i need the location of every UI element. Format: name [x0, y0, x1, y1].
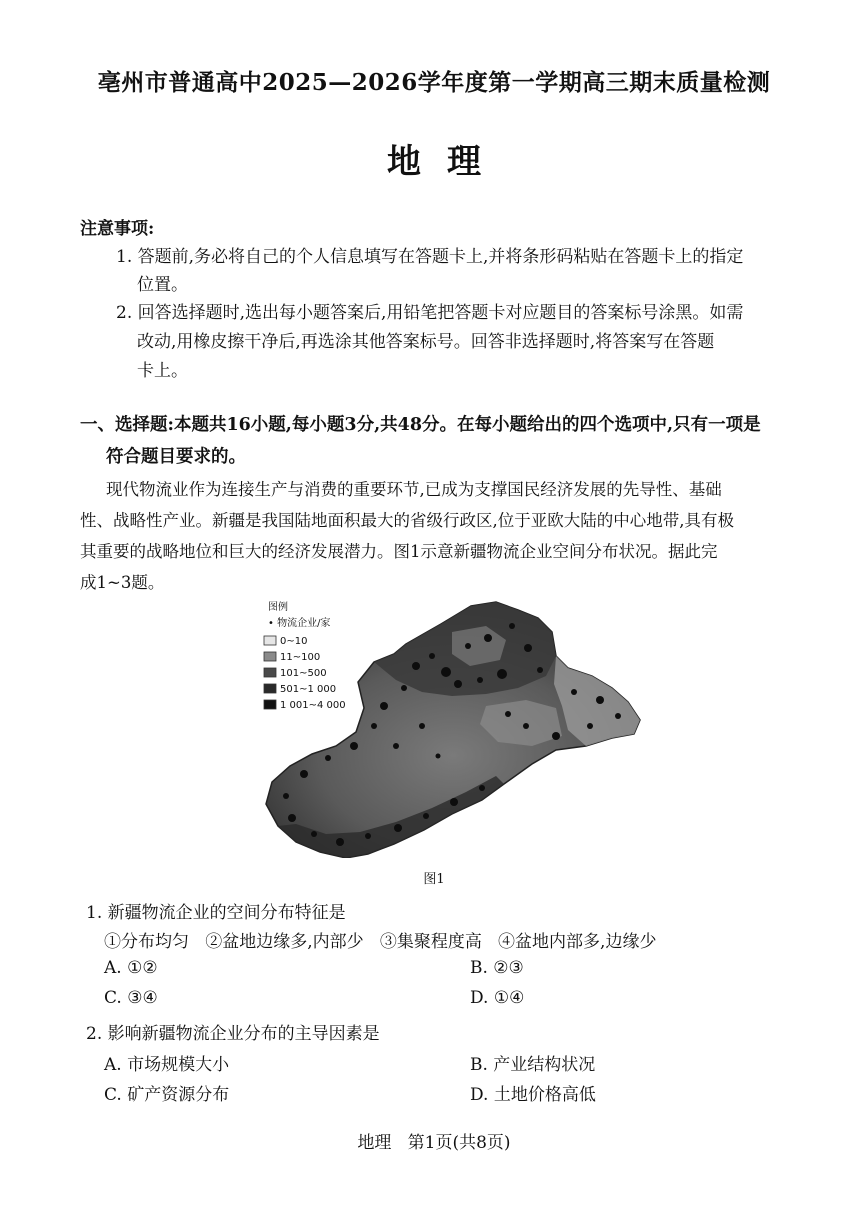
question-2-option-c: C. 矿产资源分布: [104, 1085, 230, 1105]
notice-title: 注意事项:: [80, 219, 155, 239]
legend-item-4: 501~1 000: [280, 684, 337, 695]
question-1-stem: 1. 新疆物流企业的空间分布特征是: [86, 903, 346, 923]
question-1-option-d: D. ①④: [470, 988, 525, 1008]
legend-swatch-1: [264, 636, 276, 645]
question-1-statements: ①分布均匀 ②盆地边缘多,内部少 ③集聚程度高 ④盆地内部多,边缘少: [104, 932, 657, 952]
figure-caption: 图1: [423, 872, 445, 887]
exam-title: 亳州市普通高中2025—2026学年度第一学期高三期末质量检测: [97, 69, 771, 96]
legend-item-1: 0~10: [280, 636, 308, 647]
subject-title: 地理: [387, 142, 507, 182]
legend-item-2: 11~100: [280, 652, 321, 663]
passage-line-1: 现代物流业作为连接生产与消费的重要环节,已成为支撑国民经济发展的先导性、基础: [106, 480, 722, 499]
legend-swatch-2: [264, 652, 276, 661]
passage-line-3: 其重要的战略地位和巨大的经济发展潜力。图1示意新疆物流企业空间分布状况。据此完: [80, 542, 718, 561]
legend-swatches: [264, 636, 276, 709]
legend-item-3: 101~500: [280, 668, 327, 679]
figure-1-map: [256, 596, 646, 858]
xinjiang-map-graphic: [256, 596, 646, 858]
legend-swatch-3: [264, 668, 276, 677]
legend-title: 图例: [268, 602, 288, 613]
notice-item-2-line-1: 2. 回答选择题时,选出每小题答案后,用铅笔把答题卡对应题目的答案标号涂黑。如需: [116, 303, 744, 323]
notice-item-2-line-2: 改动,用橡皮擦干净后,再选涂其他答案标号。回答非选择题时,将答案写在答题: [137, 332, 715, 352]
section-heading: 一、选择题:本题共16小题,每小题3分,共48分。在每小题给出的四个选项中,只有一项是: [80, 415, 761, 435]
section-heading-line-2: 符合题目要求的。: [106, 447, 246, 467]
question-2-option-b: B. 产业结构状况: [470, 1055, 596, 1075]
question-1-option-c: C. ③④: [104, 988, 158, 1008]
page-footer: 地理 第1页(共8页): [357, 1133, 511, 1153]
legend-swatch-5: [264, 700, 276, 709]
question-1-option-a: A. ①②: [104, 958, 158, 978]
passage-line-4: 成1~3题。: [80, 573, 165, 592]
legend-item-5: 1 001~4 000: [280, 700, 346, 711]
question-2-stem: 2. 影响新疆物流企业分布的主导因素是: [86, 1024, 380, 1044]
question-2-option-a: A. 市场规模大小: [104, 1055, 230, 1075]
question-2-option-d: D. 土地价格高低: [470, 1085, 596, 1105]
question-1-option-b: B. ②③: [470, 958, 524, 978]
legend-swatch-4: [264, 684, 276, 693]
notice-item-1-line-1: 1. 答题前,务必将自己的个人信息填写在答题卡上,并将条形码粘贴在答题卡上的指定: [116, 247, 744, 267]
legend-dot-label: • 物流企业/家: [268, 618, 331, 629]
notice-item-2-line-3: 卡上。: [137, 361, 188, 381]
notice-item-1-line-2: 位置。: [137, 275, 188, 295]
passage-line-2: 性、战略性产业。新疆是我国陆地面积最大的省级行政区,位于亚欧大陆的中心地带,具有极: [80, 511, 734, 530]
